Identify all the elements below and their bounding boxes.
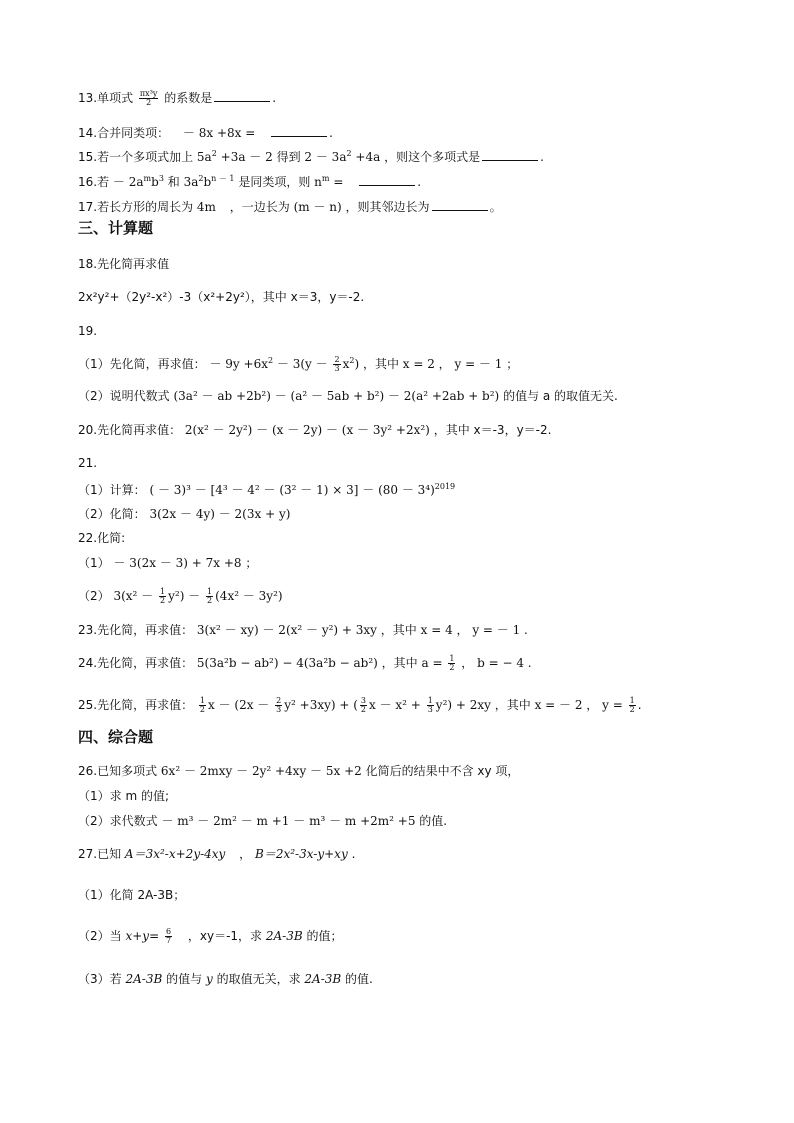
question-21-part-2: （2）化简： 3(2x － 4y) － 2(3x + y) bbox=[78, 507, 291, 521]
q14-expression: － 8x +8x = bbox=[182, 126, 256, 140]
question-19-part-2: （2）说明代数式 (3a² － ab +2b²) － (a² － 5ab + b²) － 2(a² +2ab + b²) 的值与 a 的取值无关. bbox=[78, 389, 618, 403]
q16-term-2: $3a^2b^{n - 1}$ bbox=[183, 174, 235, 189]
q13-answer-blank[interactable] bbox=[214, 89, 270, 102]
q19-1-expression: － $9y +6x^2 - 3(y$ － $\frac{2}{3}$ $x^2$) bbox=[209, 355, 360, 373]
question-18-expression: 2x²y²+（2y²-x²）-3（x²+2y²），其中 x＝3，y＝-2. bbox=[78, 290, 365, 304]
q16-term-1: － $2a^mb^3$ bbox=[112, 174, 164, 189]
q25-expression: $\frac{1}{2}$ x － (2x － $\frac{2}{3}$ y² +3xy) + ( $\frac{3}{2}$ x － x² + $\frac{1}{3}$ y²) + 2xy bbox=[199, 696, 491, 714]
q21-1-expression: ( － $3)^3 - [4^3 - 4^2 - (3^2 - 1) \times 3] - (80 - 3^4)^{2019}$ bbox=[149, 482, 456, 497]
q15-answer-blank[interactable] bbox=[482, 148, 538, 161]
q22-2-expression: 3(x² － $\frac{1}{2}$ y²) － $\frac{1}{2}$ (4x² － 3y²) bbox=[113, 587, 283, 605]
question-22-part-2: （2） 3(x² － $\frac{1}{2}$ y²) － $\frac{1}{2}$ (4x² － 3y²) bbox=[78, 587, 283, 605]
question-27-part-3: （3）若 2A-3B 的值与 y 的取值无关，求 2A-3B 的值. bbox=[78, 972, 373, 986]
question-14: 14.合并同类项： － 8x +8x = . bbox=[78, 126, 333, 140]
question-22-title: 22.化简: bbox=[78, 531, 126, 545]
question-15: 15.若一个多项式加上 $5a^2 +3a - 2$ 得到 $2 - 3a^2 +4a$ ，则这个多项式是 . bbox=[78, 149, 544, 164]
question-25: 25.先化简，再求值： $\frac{1}{2}$ x － (2x － $\frac{2}{3}$ y² +3xy) + ( $\frac{3}{2}$ x － x² + $\frac{1}{3}$ y²) + 2xy ，其中 x = － 2 ， y = $\frac{1}{2}$ . bbox=[78, 696, 642, 714]
q24-values: a = $\frac{1}{2}$ ， b = − 4 . bbox=[421, 654, 532, 672]
q20-expression: 2(x² － 2y²) － (x － 2y) － (x － 3y² +2x²) bbox=[184, 423, 430, 437]
question-19-title: 19. bbox=[78, 324, 98, 338]
question-26-part-2: （2）求代数式 － m³ － 2m² － m +1 － m³ － m +2m² +5 的值. bbox=[78, 814, 448, 828]
q17-answer-blank[interactable] bbox=[432, 198, 488, 211]
question-27-part-1: （1）化简 2A-3B； bbox=[78, 888, 186, 902]
q16-n-power-m: $n^m$ = bbox=[314, 174, 344, 189]
q13-fraction: $\frac{\text{πx³y}}{2}$ bbox=[139, 89, 158, 107]
question-21-part-1: （1）计算： ( － $3)^3 - [4^3 - 4^2 - (3^2 - 1) \times 3] - (80 - 3^4)^{2019}$ bbox=[78, 482, 456, 497]
question-19-part-1: （1）先化简，再求值： － $9y +6x^2 - 3(y$ － $\frac{2}{3}$ $x^2$) ，其中 x = 2 ， y = － 1 ； bbox=[78, 355, 519, 373]
section-heading-comprehensive: 四、综合题 bbox=[78, 728, 154, 746]
q15-expression-2: $2 - 3a^2 +4a$ bbox=[304, 149, 381, 164]
question-16: 16.若 － $2a^mb^3$ 和 $3a^2b^{n - 1}$ 是同类项，则 $n^m$ = . bbox=[78, 174, 422, 189]
question-22-part-1: （1） － 3(2x － 3) + 7x +8 ； bbox=[78, 556, 258, 570]
q13-suffix: 的系数是 bbox=[164, 91, 213, 105]
question-23: 23.先化简，再求值： 3(x² － xy) － 2(x² － y²) + 3xy ，其中 x = 4 ， y = － 1 . bbox=[78, 623, 528, 637]
q16-answer-blank[interactable] bbox=[359, 173, 415, 186]
section-heading-calculation: 三、计算题 bbox=[78, 219, 154, 237]
q14-answer-blank[interactable] bbox=[271, 124, 327, 137]
question-18-title: 18.先化简再求值 bbox=[78, 257, 170, 271]
q19-2-expression: (3a² － ab +2b²) － (a² － 5ab + b²) － 2(a² +2ab + b²) bbox=[173, 389, 500, 403]
question-26-part-1: （1）求 m 的值; bbox=[78, 789, 169, 803]
question-21-title: 21. bbox=[78, 456, 98, 470]
question-27-part-2: （2）当 x+y= $\frac{6}{7}$ ，xy＝-1，求 2A-3B 的值； bbox=[78, 927, 343, 945]
question-13: 13.单项式 $\frac{\text{πx³y}}{2}$ 的系数是 . bbox=[78, 89, 277, 107]
question-20: 20.先化简再求值： 2(x² － 2y²) － (x － 2y) － (x － 3y² +2x²) ，其中 x＝-3，y＝-2. bbox=[78, 423, 552, 437]
q15-expression-1: $5a^2 +3a - 2$ bbox=[196, 149, 273, 164]
question-27: 27.已知 A＝3x²-x+2y-4xy ， B＝2x²-3x-y+xy . bbox=[78, 847, 356, 861]
question-24: 24.先化简，再求值： 5(3a²b − ab²) − 4(3a²b − ab²) ，其中 a = $\frac{1}{2}$ ， b = − 4 . bbox=[78, 654, 532, 672]
q13-prefix: 13.单项式 bbox=[78, 91, 134, 105]
question-26: 26.已知多项式 6x² － 2mxy － 2y² +4xy － 5x +2 化简后的结果中不含 xy 项， bbox=[78, 764, 520, 778]
question-17: 17.若长方形的周长为 4m ，一边长为 (m － n) ，则其邻边长为 。 bbox=[78, 200, 502, 214]
